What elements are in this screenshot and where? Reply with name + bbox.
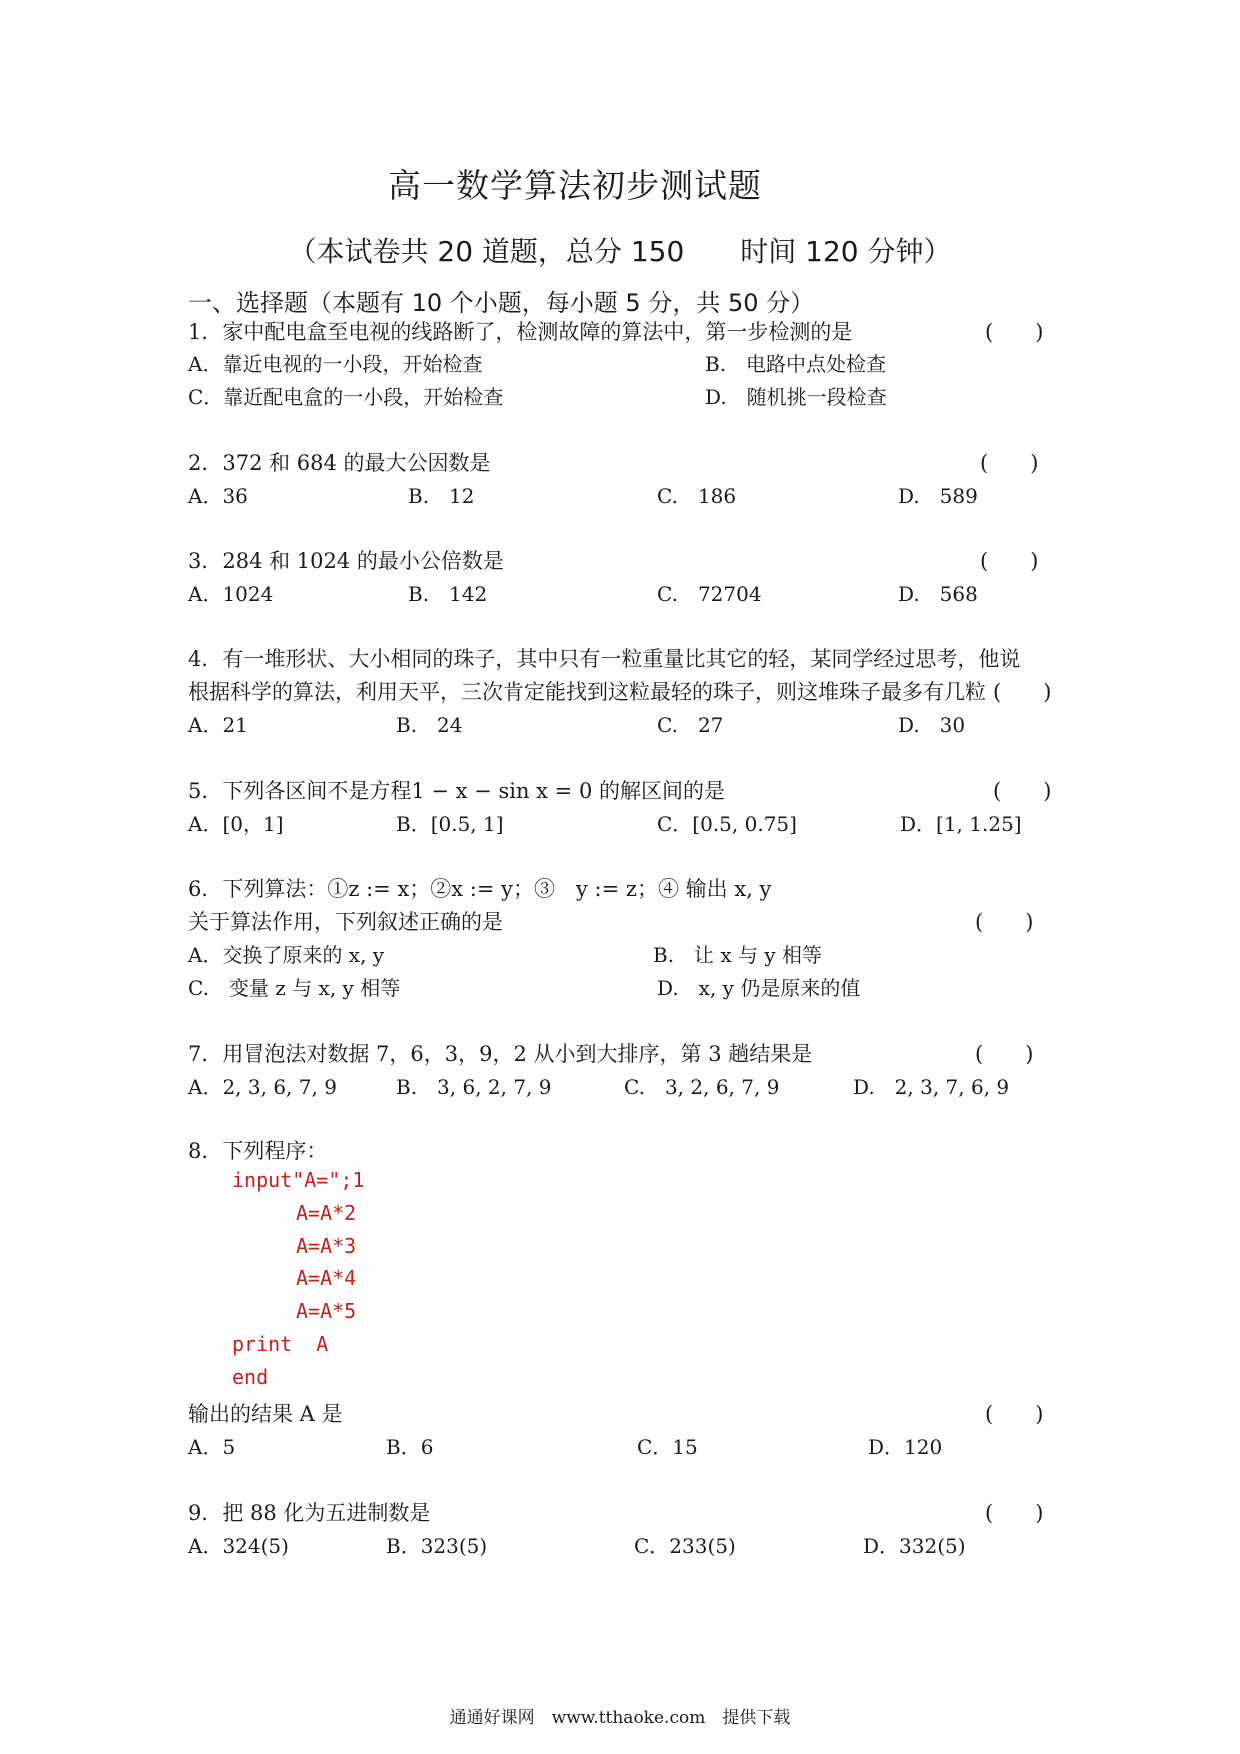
question-6-stem-line2: 关于算法作用，下列叙述正确的是 [188,910,503,934]
code-line: A=A*2 [296,1201,357,1225]
q9-option-d: D．332(5) [863,1534,966,1558]
q8-option-d: D．120 [868,1435,943,1459]
q5-option-a: A．[0，1] [188,812,284,836]
question-5-stem: 5．下列各区间不是方程1 − x − sin x = 0 的解区间的是 [188,779,725,803]
answer-paren: ( ) [993,680,1052,704]
q1-option-d: D. 随机挑一段检查 [705,385,887,409]
q2-option-c: C. 186 [657,484,737,508]
q9-option-c: C．233(5) [634,1534,736,1558]
q3-option-d: D. 568 [898,582,978,606]
code-line: A=A*4 [296,1266,357,1290]
section-heading: 一、选择题（本题有 10 个小题，每小题 5 分，共 50 分） [188,289,815,317]
q4-option-a: A．21 [188,713,248,737]
q5-option-d: D．[1, 1.25] [900,812,1022,836]
q5-option-b: B．[0.5, 1] [396,812,504,836]
q8-option-c: C．15 [637,1435,698,1459]
q9-option-b: B．323(5) [386,1534,488,1558]
code-line: end [232,1365,269,1389]
question-3-stem: 3．284 和 1024 的最小公倍数是 [188,549,504,573]
q4-option-d: D. 30 [898,713,966,737]
q6-option-b: B. 让 x 与 y 相等 [653,943,823,967]
question-8-stem: 8．下列程序： [188,1139,328,1163]
question-7-stem: 7．用冒泡法对数据 7，6，3，9，2 从小到大排序，第 3 趟结果是 [188,1042,813,1066]
exam-subtitle: （本试卷共 20 道题，总分 150 时间 120 分钟） [288,235,952,268]
code-line: A=A*3 [296,1234,357,1258]
answer-paren: ( ) [993,779,1052,803]
q7-option-b: B. 3, 6, 2, 7, 9 [396,1075,552,1099]
q3-option-c: C. 72704 [657,582,762,606]
answer-paren: ( ) [975,910,1034,934]
question-4-stem-line2: 根据科学的算法，利用天平，三次肯定能找到这粒最轻的珠子，则这堆珠子最多有几粒 [188,680,986,704]
q6-option-a: A．交换了原来的 x, y [188,943,385,967]
question-4-stem-line1: 4．有一堆形状、大小相同的珠子，其中只有一粒重量比其它的轻，某同学经过思考，他说 [188,647,1021,671]
answer-paren: ( ) [980,451,1039,475]
code-line: input"A=";1 [232,1168,365,1192]
answer-paren: ( ) [985,1402,1044,1426]
q9-option-a: A．324(5) [188,1534,289,1558]
q2-option-b: B. 12 [408,484,475,508]
code-line: print A [232,1332,329,1356]
q1-option-c: C．靠近配电盒的一小段，开始检查 [188,385,504,409]
q6-option-d: D. x, y 仍是原来的值 [657,976,861,1000]
q5-option-c: C．[0.5, 0.75] [657,812,797,836]
question-9-stem: 9．把 88 化为五进制数是 [188,1501,431,1525]
q3-option-a: A．1024 [188,582,274,606]
q8-option-a: A．5 [188,1435,236,1459]
q7-option-c: C. 3, 2, 6, 7, 9 [624,1075,780,1099]
answer-paren: ( ) [975,1042,1034,1066]
q1-option-a: A．靠近电视的一小段，开始检查 [188,352,483,376]
q4-option-b: B. 24 [396,713,463,737]
answer-paren: ( ) [985,1501,1044,1525]
q7-option-a: A．2, 3, 6, 7, 9 [188,1075,337,1099]
q4-option-c: C. 27 [657,713,724,737]
q2-option-a: A．36 [188,484,248,508]
q8-option-b: B．6 [386,1435,434,1459]
q7-option-d: D. 2, 3, 7, 6, 9 [853,1075,1010,1099]
q2-option-d: D. 589 [898,484,978,508]
page-footer: 通通好课网 www.tthaoke.com 提供下载 [449,1708,791,1728]
question-2-stem: 2．372 和 684 的最大公因数是 [188,451,491,475]
q6-option-c: C. 变量 z 与 x, y 相等 [188,976,401,1000]
answer-paren: ( ) [980,549,1039,573]
question-1-stem: 1．家中配电盒至电视的线路断了，检测故障的算法中，第一步检测的是 [188,320,853,344]
q3-option-b: B. 142 [408,582,488,606]
question-6-stem-line1: 6．下列算法：①z := x；②x := y；③ y := z；④ 输出 x, y [188,877,772,901]
question-8-result: 输出的结果 A 是 [188,1402,343,1426]
answer-paren: ( ) [985,320,1044,344]
exam-title: 高一数学算法初步测试题 [388,166,762,205]
q1-option-b: B. 电路中点处检查 [705,352,887,376]
code-line: A=A*5 [296,1299,357,1323]
